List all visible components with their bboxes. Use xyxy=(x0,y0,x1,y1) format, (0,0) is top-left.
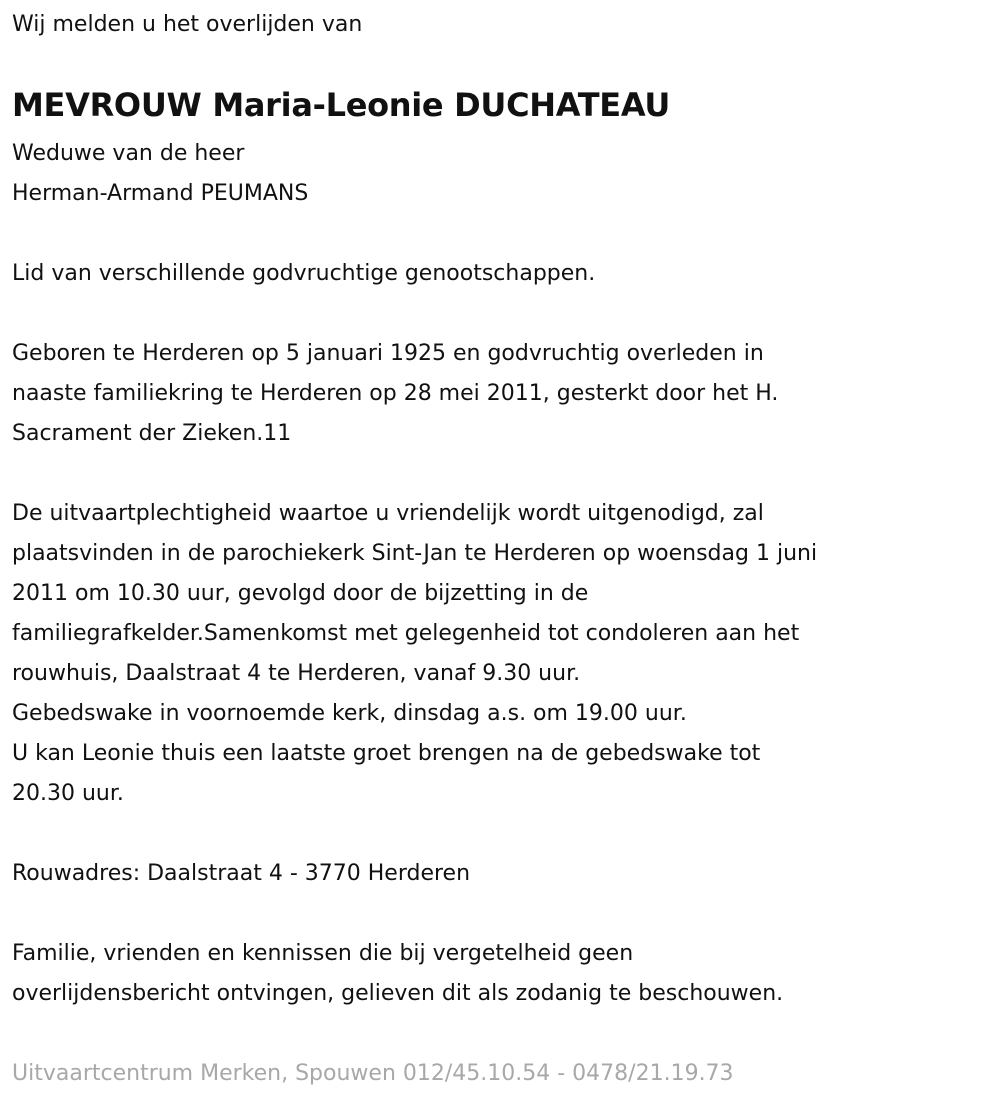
funeral-line: familiegrafkelder.Samenkomst met gelegenheid tot condoleren aan het xyxy=(12,621,800,646)
birth-death-line: Geboren te Herderen op 5 januari 1925 en godvruchtig overleden in xyxy=(12,341,764,366)
birth-death-line: naaste familiekring te Herderen op 28 mei 2011, gesterkt door het H. xyxy=(12,381,779,406)
birth-death-line: Sacrament der Zieken.11 xyxy=(12,421,292,446)
mourning-address: Rouwadres: Daalstraat 4 - 3770 Herderen xyxy=(12,861,471,886)
funeral-line: rouwhuis, Daalstraat 4 te Herderen, vanaf 9.30 uur. xyxy=(12,661,581,686)
spouse-name: Herman-Armand PEUMANS xyxy=(12,181,309,206)
funeral-line: Gebedswake in voornoemde kerk, dinsdag a.s. om 19.00 uur. xyxy=(12,701,687,726)
membership-text: Lid van verschillende godvruchtige genootschappen. xyxy=(12,261,596,286)
funeral-home-footer: Uitvaartcentrum Merken, Spouwen 012/45.10.54 - 0478/21.19.73 xyxy=(12,1061,734,1086)
funeral-line: U kan Leonie thuis een laatste groet brengen na de gebedswake tot xyxy=(12,741,761,766)
funeral-line: plaatsvinden in de parochiekerk Sint-Jan te Herderen op woensdag 1 juni xyxy=(12,541,818,566)
funeral-line: 20.30 uur. xyxy=(12,781,124,806)
deceased-name: MEVROUW Maria-Leonie DUCHATEAU xyxy=(12,86,671,124)
notice-line: Familie, vrienden en kennissen die bij vergetelheid geen xyxy=(12,941,634,966)
spouse-line: Weduwe van de heer xyxy=(12,141,245,166)
notice-line: overlijdensbericht ontvingen, gelieven dit als zodanig te beschouwen. xyxy=(12,981,784,1006)
intro-text: Wij melden u het overlijden van xyxy=(12,12,363,37)
funeral-line: 2011 om 10.30 uur, gevolgd door de bijzetting in de xyxy=(12,581,589,606)
funeral-line: De uitvaartplechtigheid waartoe u vriendelijk wordt uitgenodigd, zal xyxy=(12,501,764,526)
